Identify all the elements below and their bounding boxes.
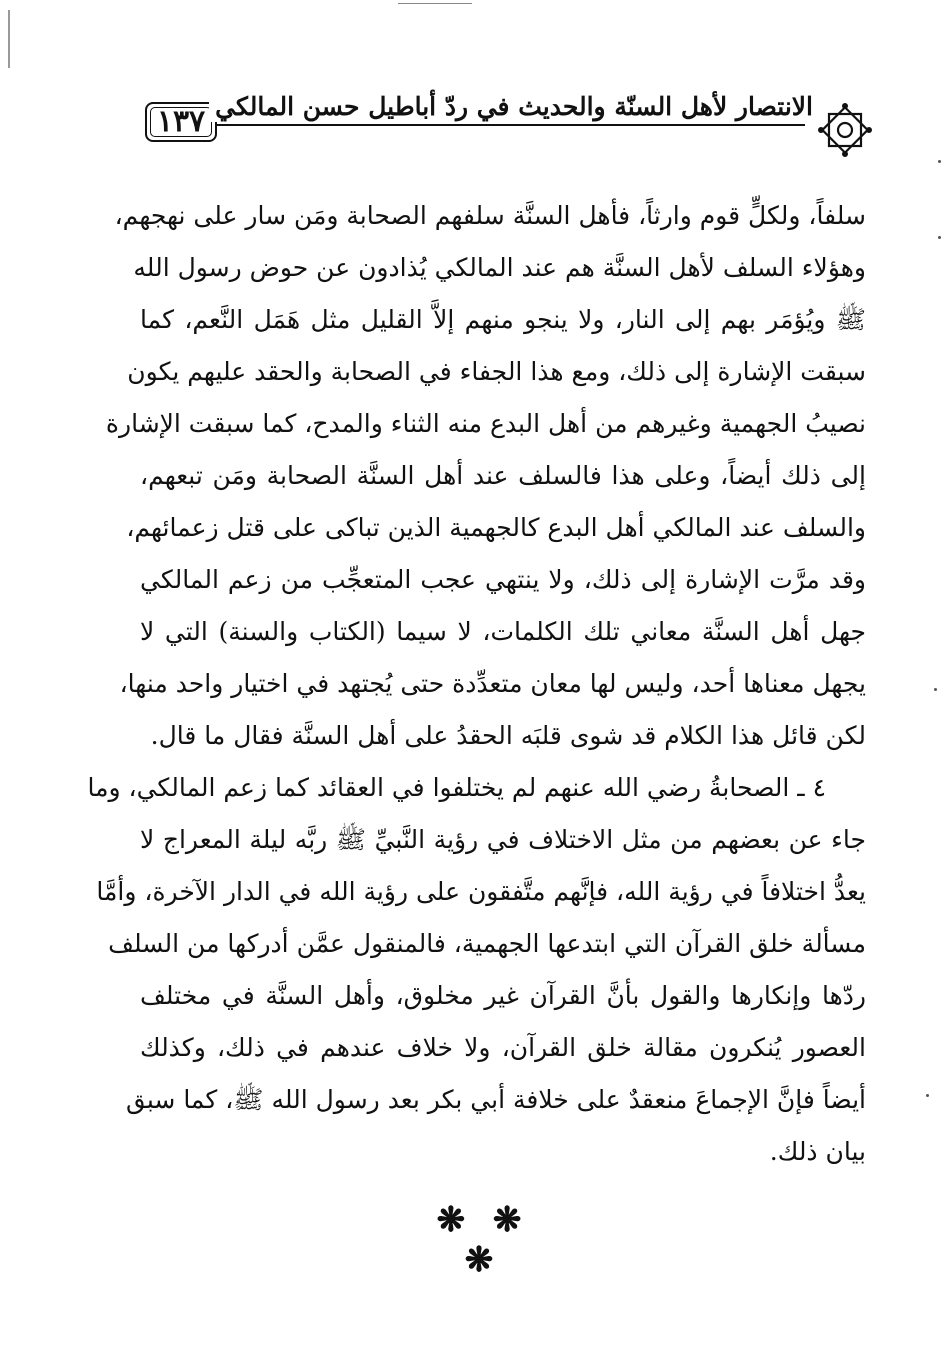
- text-line: جهل أهل السنَّة معاني تلك الكلمات، لا سيما (الكتاب والسنة) التي لا: [140, 617, 866, 646]
- text-line: سبقت الإشارة إلى ذلك، ومع هذا الجفاء في الصحابة والحقد عليهم يكون: [127, 357, 866, 386]
- text-line: سلفاً، ولكلٍّ قوم وارثاً، فأهل السنَّة سلفهم الصحابة ومَن سار على نهجهم،: [114, 201, 866, 230]
- paragraph-1: [105, 190, 866, 762]
- scan-artifact-edge: [8, 10, 10, 68]
- header-rule: [217, 124, 805, 126]
- text-line: لكن قائل هذا الكلام قد شوى قلبَه الحقدُ على أهل السنَّة فقال ما قال.: [150, 721, 866, 750]
- scan-artifact-dot: [938, 160, 941, 163]
- text-line: ردّها وإنكارها والقول بأنَّ القرآن غير مخلوق، وأهل السنَّة في مختلف: [140, 981, 866, 1010]
- star-ornament-icon: [815, 100, 875, 160]
- text-line: مسألة خلق القرآن التي ابتدعها الجهمية، فالمنقول عمَّن أدركها من السلف: [108, 929, 866, 958]
- text-line: ٤ ـ الصحابةُ رضي الله عنهم لم يختلفوا في العقائد كما زعم المالكي، وما: [87, 773, 826, 802]
- scan-artifact-dot: [926, 1094, 929, 1097]
- text-line: يعدُّ اختلافاً في رؤية الله، فإنَّهم متَّفقون على رؤية الله في الدار الآخرة، وأمَّا: [96, 877, 866, 906]
- text-line: وقد مرَّت الإشارة إلى ذلك، ولا ينتهي عجب المتعجِّب من زعم المالكي: [140, 565, 866, 594]
- section-divider: ❋ ❋ ❋: [436, 1200, 530, 1280]
- text-line: وهؤلاء السلف لأهل السنَّة هم عند المالكي يُذادون عن حوض رسول الله: [133, 253, 866, 282]
- scan-artifact-line: [398, 3, 472, 4]
- body-text: [87, 190, 866, 1178]
- text-line: أيضاً فإنَّ الإجماعَ منعقدٌ على خلافة أبي بكر بعد رسول الله ﷺ، كما سبق: [126, 1085, 866, 1114]
- paragraph-2: [87, 762, 866, 1178]
- text-line: العصور يُنكرون مقالة خلق القرآن، ولا خلاف عندهم في ذلك، وكذلك: [140, 1033, 866, 1062]
- page-header: [145, 92, 875, 164]
- page-number: [145, 102, 217, 142]
- text-line: جاء عن بعضهم من مثل الاختلاف في رؤية النَّبيِّ ﷺ ربَّه ليلة المعراج لا: [140, 825, 866, 854]
- text-line: نصيبُ الجهمية وغيرهم من أهل البدع منه الثناء والمدح، كما سبقت الإشارة: [105, 409, 866, 438]
- text-line: بيان ذلك.: [769, 1137, 866, 1166]
- text-line: ﷺ ويُؤمَر بهم إلى النار، ولا ينجو منهم إلاَّ القليل مثل هَمَل النَّعم، كما: [140, 305, 866, 334]
- scan-artifact-dot: [934, 688, 937, 691]
- running-title: الانتصار لأهل السنّة والحديث في ردّ أباطيل حسن المالكي: [209, 92, 813, 122]
- scan-artifact-dot: [938, 236, 941, 239]
- page-number-text: ١٣٧: [156, 104, 206, 139]
- text-line: والسلف عند المالكي أهل البدع كالجهمية الذين تباكى على قتل زعمائهم،: [126, 513, 866, 542]
- text-line: إلى ذلك أيضاً، وعلى هذا فالسلف عند أهل السنَّة الصحابة ومَن تبعهم،: [140, 461, 866, 490]
- text-line: يجهل معناها أحد، وليس لها معان متعدِّدة حتى يُجتهد في اختيار واحد منها،: [119, 669, 866, 698]
